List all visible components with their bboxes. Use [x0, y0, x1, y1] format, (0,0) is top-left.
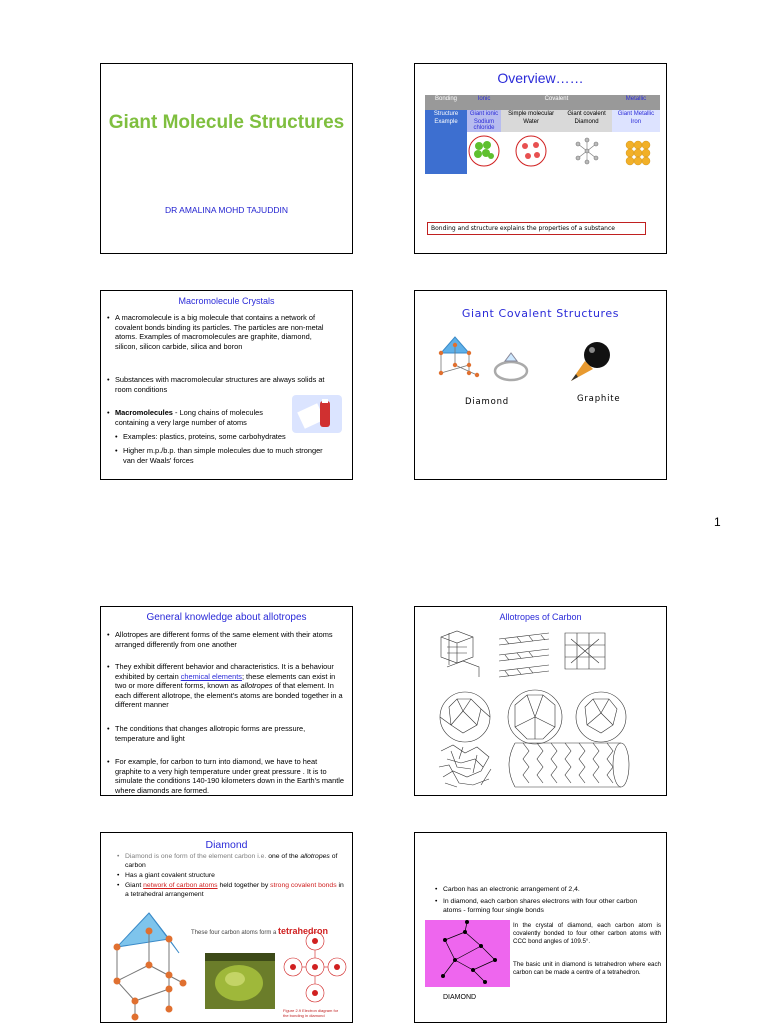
slide-diamond-bonding — [414, 832, 667, 1023]
bullet: • They exhibit different behavior and characteristics. It is a behaviour exhibited by certain chemical elements; these elements can exist in two or more different forms, known as allotropes of that element. In each different allotrope, the element's atoms are bonded together in a different manner — [107, 662, 343, 709]
water-molecules-image — [501, 132, 561, 174]
carbon-nanotube-icon — [509, 743, 629, 787]
slide-overview — [414, 63, 667, 254]
overview-cell: Sodium chloride — [467, 118, 501, 132]
slide-diamond — [100, 832, 353, 1023]
graphite-layers-icon — [499, 633, 549, 677]
slide-allotropes-general — [100, 606, 353, 796]
network-of-carbon-atoms-link[interactable]: network of carbon atoms — [143, 882, 218, 889]
overview-cell: Giant Metallic — [612, 110, 660, 118]
graphite-pencil-image — [567, 337, 615, 385]
overview-row-example-label: Example — [425, 118, 467, 132]
tetrahedron-structure-image — [435, 335, 483, 385]
electron-diagram-image — [283, 929, 347, 1007]
tetrahedron-caption: These four carbon atoms form a tetrahedron — [191, 926, 329, 936]
overview-cell: Giant covalent — [561, 110, 612, 118]
sodium-chloride-lattice-image — [467, 132, 501, 174]
diamond-tetrahedron-diagram — [109, 909, 189, 1021]
slide-author: DR AMALINA MOHD TAJUDDIN — [165, 205, 288, 215]
bullet: • Carbon has an electronic arrangement of 2,4. — [435, 886, 580, 893]
bullet: • In diamond, each carbon shares electrons with four other carbon atoms - forming four single bonds — [435, 898, 638, 914]
bullet: • Macromolecules - Long chains of molecules containing a very large number of atoms — [107, 408, 263, 427]
overview-table — [425, 95, 660, 174]
overview-title: Overview…… — [497, 70, 584, 86]
overview-header-ionic: Ionic — [467, 95, 501, 110]
overview-cell: Simple molecular — [501, 110, 561, 118]
overview-header-covalent: Covalent — [501, 95, 612, 110]
allotropes-general-title: General knowledge about allotropes — [146, 612, 307, 623]
sub-bullet: • Examples: plastics, proteins, some carbohydrates — [115, 432, 286, 441]
giant-covalent-title: Giant Covalent Structures — [461, 307, 620, 320]
macromolecule-title: Macromolecule Crystals — [178, 296, 275, 306]
sub-bullet: • Higher m.p./b.p. than simple molecules due to much stronger van der Waals' forces — [115, 446, 323, 465]
overview-header-bonding: Bonding — [425, 95, 467, 110]
amorphous-carbon-icon — [439, 745, 491, 787]
bullet: • Allotropes are different forms of the same element with their atoms arranged differently from one another — [107, 630, 333, 649]
graphite-label: Graphite — [577, 394, 621, 404]
diamond-structure-image — [425, 920, 510, 987]
bullet: • Substances with macromolecular structures are always solids at room conditions — [107, 375, 325, 394]
fruit-photo-image — [205, 953, 275, 1009]
allotropes-carbon-title: Allotropes of Carbon — [499, 612, 582, 622]
figure-caption: Figure 2.9 Electron diagram for the bonding in diamond — [283, 1008, 339, 1018]
diamond-unit-paragraph: The basic unit in diamond is tetrahedron where each carbon can be made a centre of a tetrahedron. — [513, 961, 661, 976]
iron-metallic-lattice-image — [612, 132, 660, 174]
slide-allotropes-carbon — [414, 606, 667, 796]
bullet: • Diamond is one form of the element carbon i.e. one of the allotropes of carbon — [117, 853, 338, 869]
bullet: • The conditions that changes allotropic forms are pressure, temperature and light — [107, 724, 306, 743]
overview-cell: Iron — [612, 118, 660, 132]
slide-title — [100, 63, 353, 254]
slide-macromolecule-crystals — [100, 290, 353, 480]
diamond-title: Diamond — [205, 839, 248, 851]
slide-giant-covalent — [414, 290, 667, 480]
bullet: • Has a giant covalent structure — [117, 872, 215, 879]
bullet: • Giant network of carbon atoms held together by strong covalent bonds in a tetrahedral arrangement — [117, 882, 344, 898]
overview-cell: Water — [501, 118, 561, 132]
diamond-image-label: DIAMOND — [443, 994, 477, 1001]
diamond-structure-icon — [441, 631, 479, 677]
bullet: • A macromolecule is a big molecule that contains a network of covalent bonds binding its particles. The particles are non-metal atoms. Examples of macromolecules are graphite, diamond, silicon, silicon carbide, silica and boron — [107, 313, 324, 351]
bullet: • For example, for carbon to turn into diamond, we have to heat graphite to a very high temperature under great pressure . It is to simulate the conditions 140-190 kilometers down in the Earth's mantle where diamonds are formed. — [107, 757, 345, 795]
overview-row-structure-label: Structure — [425, 110, 467, 118]
lonsdaleite-structure-icon — [565, 633, 605, 669]
chemical-elements-link[interactable]: chemical elements — [180, 671, 242, 681]
page-number: 1 — [714, 515, 721, 529]
plastic-bottle-image — [292, 395, 342, 433]
overview-caption: Bonding and structure explains the properties of a substance — [427, 222, 646, 235]
diamond-ring-image — [489, 349, 533, 383]
c70-fullerene-icon — [576, 692, 626, 742]
overview-cell: Diamond — [561, 118, 612, 132]
overview-cell: Giant ionic — [467, 110, 501, 118]
slide-title-heading: Giant Molecule Structures — [108, 112, 345, 133]
diamond-label: Diamond — [465, 397, 509, 407]
c60-fullerene-icon — [440, 692, 490, 742]
carbon-allotropes-image — [437, 627, 633, 795]
diamond-bonding-paragraph: In the crystal of diamond, each carbon atom is covalently bonded to four other carbon atoms with CCC bond angles of 109.5°. — [513, 922, 661, 945]
diamond-lattice-image — [561, 132, 612, 174]
overview-header-metallic: Metallic — [612, 95, 660, 110]
